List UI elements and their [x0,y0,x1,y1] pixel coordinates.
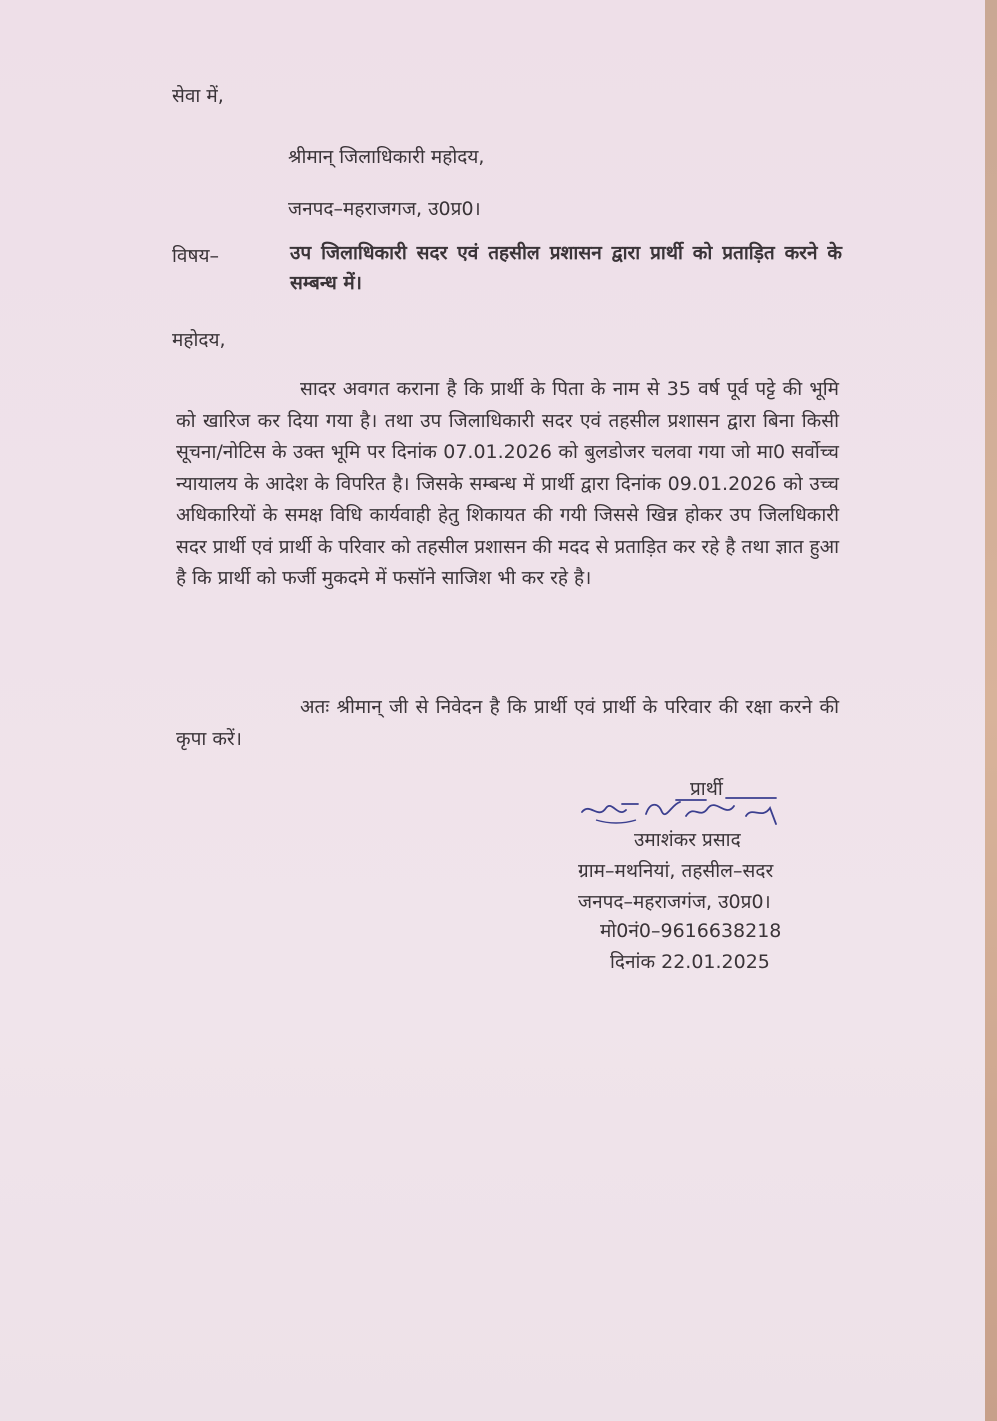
sender-village: ग्राम–मथनियां, तहसील–सदर [578,860,774,882]
sender-district: जनपद–महराजगंज, उ0प्र0। [578,891,771,913]
handwritten-signature [576,790,786,830]
salutation-to: सेवा में, [172,85,224,107]
body-paragraph-2: अतः श्रीमान् जी से निवेदन है कि प्रार्थी एवं प्रार्थी के परिवार की रक्षा करने की कृपा करें। [176,696,839,750]
sender-name: उमाशंकर प्रसाद [634,829,741,851]
sender-mobile: मो0नं0–9616638218 [600,920,782,942]
body-paragraph-1: सादर अवगत कराना है कि प्रार्थी के पिता के नाम से 35 वर्ष पूर्व पट्टे की भूमि को खारिज कर दिया गया है। तथा उप जिलाधिकारी सदर एवं तहसील प्रशासन द्वारा बिना किसी सूचना/नोटिस के उक्त भूमि पर दिनांक 07.01.2026 को बुलडोजर चलवा गया जो मा0 सर्वोच्च न्यायालय के आदेश के विपरित है। जिसके सम्बन्ध में प्रार्थी द्वारा दिनांक 09.01.2026 को उच्च अधिकारियों के समक्ष विधि कार्यवाही हेतु शिकायत की गयी जिससे खिन्न होकर उप जिलधिकारी सदर प्रार्थी एवं प्रार्थी के परिवार को तहसील प्रशासन की मदद से प्रताड़ित कर रहे है तथा ज्ञात हुआ है कि प्रार्थी को फर्जी मुकदमे में फसॉने साजिश भी कर रहे है। [176,378,839,589]
sender-label: प्रार्थी [690,778,723,800]
sender-date: दिनांक 22.01.2025 [610,951,770,973]
greeting: महोदय, [172,329,226,351]
addressee-address: जनपद–महराजगज, उ0प्र0। [288,198,481,220]
table-surface-edge [985,0,997,1421]
addressee: श्रीमान् जिलाधिकारी महोदय, [288,146,485,168]
subject-label: विषय– [172,245,219,267]
subject-text: उप जिलाधिकारी सदर एवं तहसील प्रशासन द्वारा प्रार्थी को प्रताड़ित करने के सम्बन्ध में। [290,242,842,294]
